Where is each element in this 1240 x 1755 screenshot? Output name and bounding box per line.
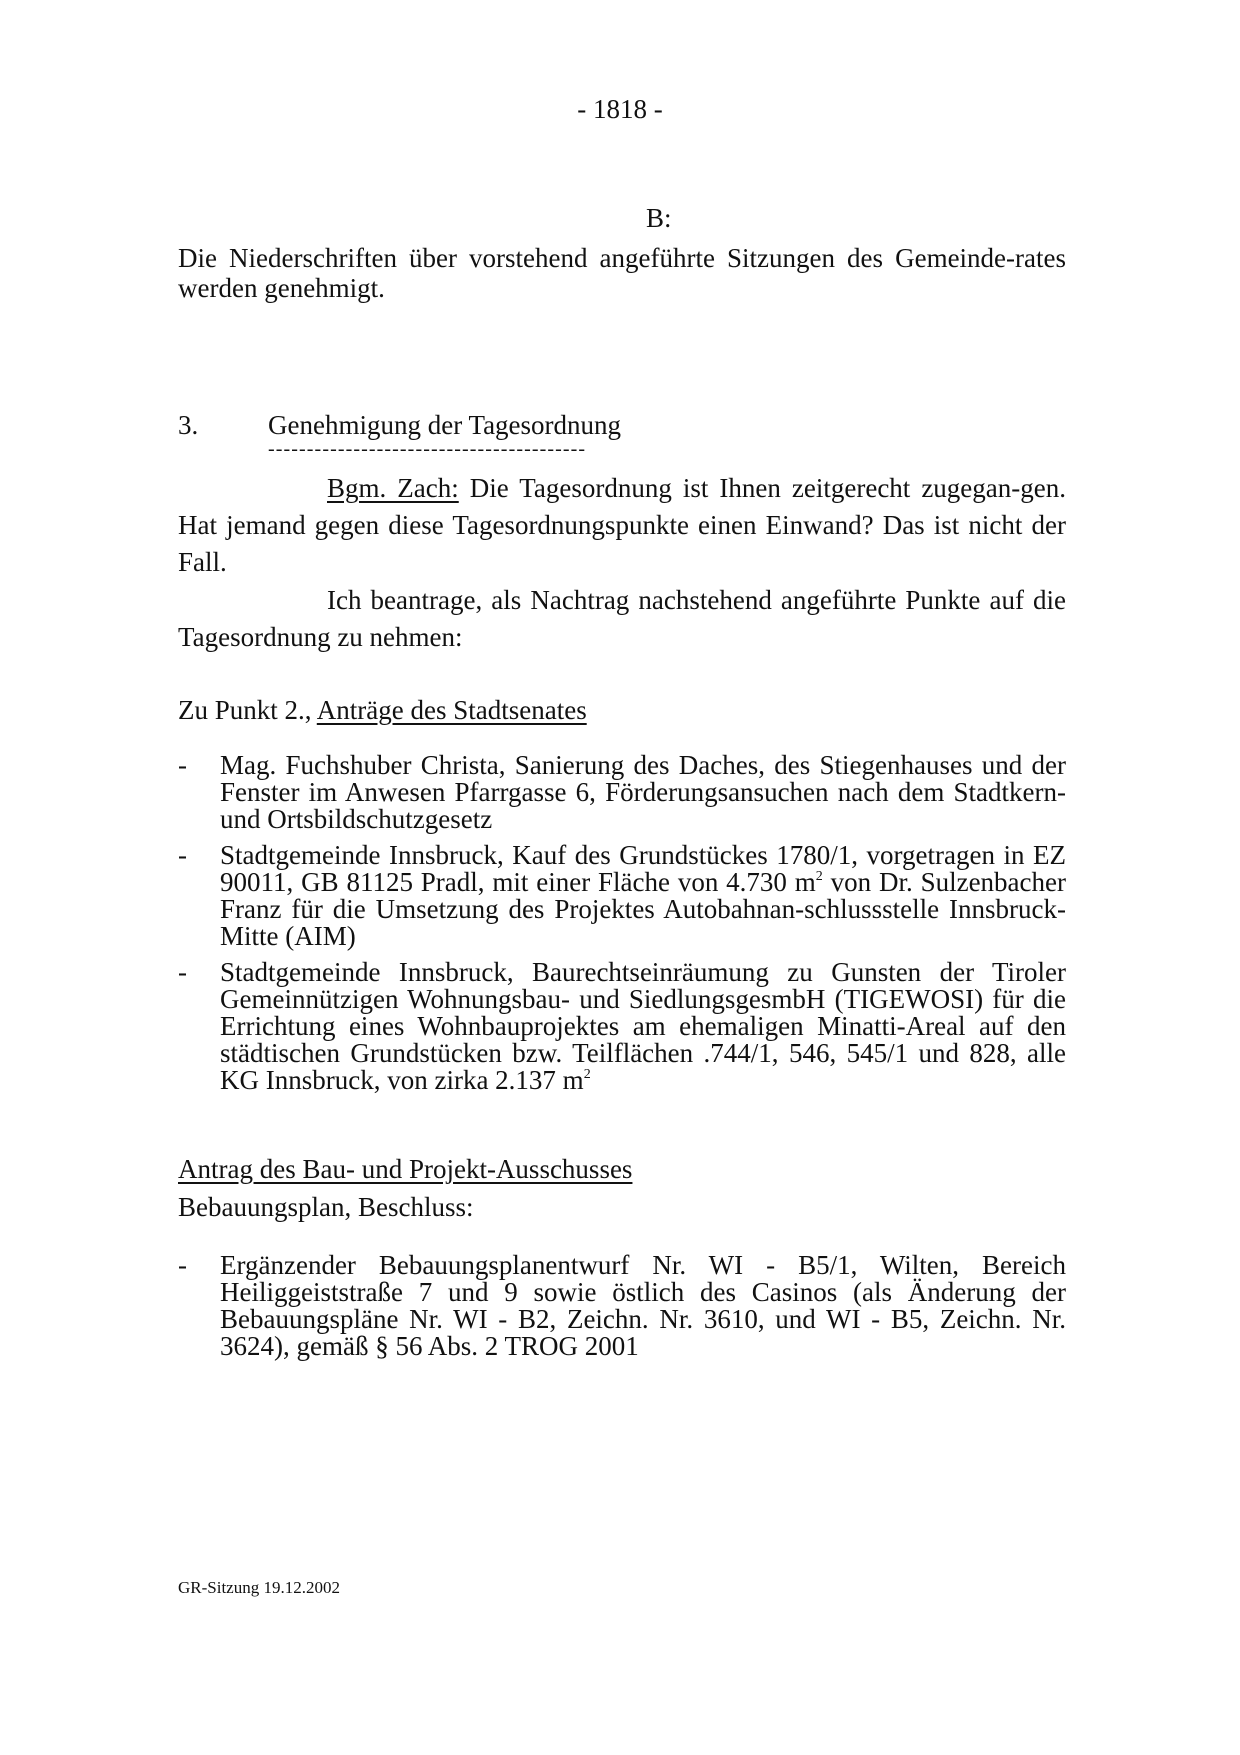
title-underline-dashes: ----------------------------------------- [268, 438, 587, 460]
list-item-text: Stadtgemeinde Innsbruck, Kauf des Grundstückes 1780/1, vorgetragen in EZ 90011, GB 81125 Pradl, mit einer Fläche von 4.730 m [220, 840, 1066, 897]
proposal-paragraph: Ich beantrage, als Nachtrag nachstehend angeführte Punkte auf die Tagesordnung zu nehmen: [178, 585, 1066, 652]
punkt2-prefix: Zu Punkt 2., [178, 695, 317, 725]
dash-marker: - [178, 750, 187, 780]
punkt2-heading-line [178, 695, 1066, 725]
section-b-text: Die Niederschriften über vorstehend angeführte Sitzungen des Gemeinde-rates werden genehmigt. [178, 243, 1066, 303]
list-item-text-cont: von Dr. Sulzenbacher Franz für die Umsetzung des Projektes Autobahnan-schlussstelle Innsbruck-Mitte (AIM) [220, 867, 1066, 951]
list-item-text: Mag. Fuchshuber Christa, Sanierung des Daches, des Stiegenhauses und der Fenster im Anwesen Pfarrgasse 6, Förderungsansuchen nach dem Stadtkern- und Ortsbildschutzgesetz [220, 750, 1066, 834]
bau-heading [178, 1154, 1066, 1184]
list-item [178, 959, 1066, 1094]
list-item-text: Stadtgemeinde Innsbruck, Baurechtseinräumung zu Gunsten der Tiroler Gemeinnützigen Wohnungsbau- und SiedlungsgesmbH (TIGEWOSI) für die Errichtung eines Wohnbauprojektes am ehemaligen Minatti-Areal auf den städtischen Grundstücken bzw. Teilflächen .744/1, 546, 545/1 und 828, alle KG Innsbruck, von zirka 2.137 m [220, 957, 1066, 1095]
page-number: - 1818 - [577, 94, 663, 124]
punkt2-list [178, 752, 1066, 1103]
item-title: Genehmigung der Tagesordnung [268, 410, 622, 440]
bau-subheading: Bebauungsplan, Beschluss: [178, 1192, 474, 1222]
list-item [178, 842, 1066, 950]
superscript: 2 [583, 1067, 591, 1082]
speech-text: Die Tagesordnung ist Ihnen zeitgerecht zugegan-gen. Hat jemand gegen diese Tagesordnungspunkte einen Einwand? Das ist nicht der Fall. [178, 473, 1066, 577]
dash-marker: - [178, 1250, 187, 1280]
list-item [178, 752, 1066, 833]
item-number: 3. [178, 410, 199, 440]
list-item-text: Ergänzender Bebauungsplanentwurf Nr. WI - B5/1, Wilten, Bereich Heiliggeiststraße 7 und 9 sowie östlich des Casinos (als Änderung der Bebauungspläne Nr. WI - B2, Zeichn. Nr. 3610, und WI - B5, Zeichn. Nr. 3624), gemäß § 56 Abs. 2 TROG 2001 [220, 1250, 1066, 1361]
dash-marker: - [178, 957, 187, 987]
speaker-name: Bgm. Zach: [327, 473, 459, 503]
bau-heading-text: Antrag des Bau- und Projekt-Ausschusses [178, 1154, 633, 1184]
dash-marker: - [178, 840, 187, 870]
punkt2-heading: Anträge des Stadtsenates [316, 695, 587, 725]
speech-paragraph [178, 470, 1066, 581]
bau-list [178, 1252, 1066, 1369]
list-item [178, 1252, 1066, 1360]
superscript: 2 [815, 869, 823, 884]
section-b-label: B: [646, 203, 672, 233]
footer-session-date: GR-Sitzung 19.12.2002 [178, 1578, 340, 1597]
